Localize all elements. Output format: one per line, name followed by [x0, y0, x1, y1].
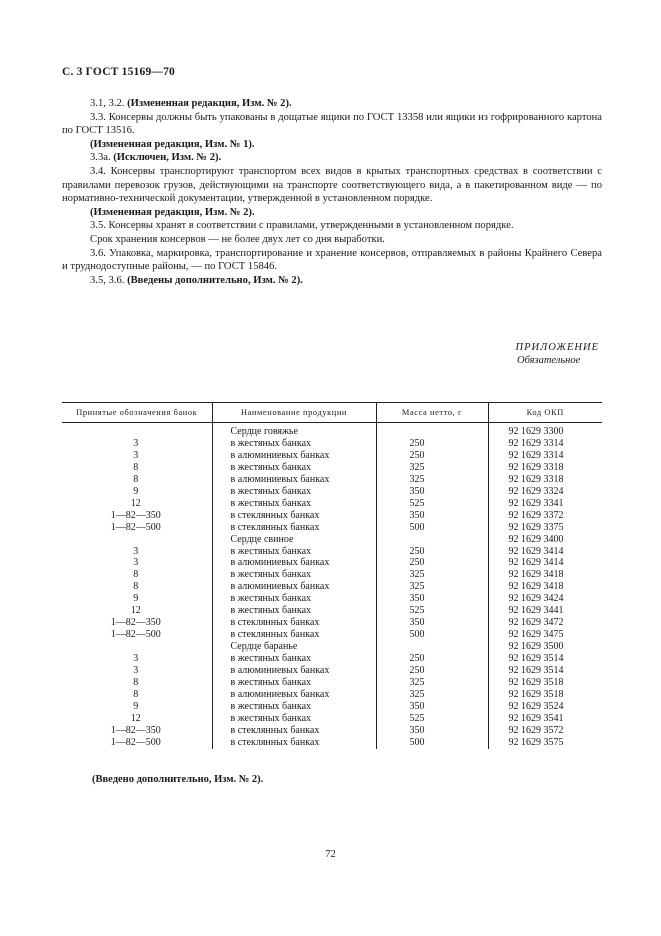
cell-can-designation: 9 [133, 700, 139, 712]
cell-product-name: в жестяных банках [212, 677, 376, 689]
table-header-row [62, 403, 602, 423]
table-row [62, 629, 602, 641]
cell-net-mass: 525 [376, 498, 488, 510]
cell-okp-code: 92 1629 3314 [488, 450, 602, 462]
cell-okp-code: 92 1629 3472 [488, 617, 602, 629]
table-body [62, 423, 602, 749]
cell-can-designation: 12 [130, 605, 141, 617]
cell-okp-code: 92 1629 3418 [488, 569, 602, 581]
cell-net-mass: 500 [376, 522, 488, 534]
cell-okp-code: 92 1629 3318 [488, 474, 602, 486]
cell-can-designation: 1—82—500 [110, 521, 161, 533]
table-row [62, 569, 602, 581]
paragraph-3-3a: 3.3а. (Исключен, Изм. № 2). [90, 152, 222, 164]
cell-can-designation: 8 [133, 688, 139, 700]
cell-can-designation: 8 [133, 677, 139, 689]
cell-product-name: в стеклянных банках [212, 629, 376, 641]
cell-product-name: в стеклянных банках [212, 617, 376, 629]
table-row [62, 689, 602, 701]
cell-product-name: Сердце говяжье [212, 423, 376, 438]
appendix-subtitle: Обязательное [517, 355, 581, 366]
cell-okp-code: 92 1629 3514 [488, 665, 602, 677]
cell-okp-code: 92 1629 3314 [488, 438, 602, 450]
cell-net-mass: 350 [376, 701, 488, 713]
cell-can-designation: 1—82—350 [110, 724, 161, 736]
cell-okp-code: 92 1629 3514 [488, 653, 602, 665]
cell-net-mass: 325 [376, 569, 488, 581]
cell-product-name: в алюминиевых банках [212, 557, 376, 569]
cell-product-name: в алюминиевых банках [212, 665, 376, 677]
cell-product-name: в жестяных банках [212, 713, 376, 725]
cell-net-mass: 525 [376, 713, 488, 725]
paragraph-amendment-1 [62, 138, 602, 152]
table-row [62, 665, 602, 677]
cell-product-name: в жестяных банках [212, 462, 376, 474]
cell-can-designation: 9 [133, 593, 139, 605]
cell-can-designation: 9 [133, 485, 139, 497]
cell-net-mass: 250 [376, 665, 488, 677]
cell-product-name: в стеклянных банках [212, 725, 376, 737]
table-row [62, 486, 602, 498]
cell-product-name: в жестяных банках [212, 605, 376, 617]
paragraph-3-3: 3.3. Консервы должны быть упакованы в дощатые ящики по ГОСТ 13358 или ящики из гофрированного картона по ГОСТ 13516. [62, 111, 602, 137]
table-row [62, 713, 602, 725]
cell-net-mass [376, 423, 488, 438]
cell-net-mass: 500 [376, 629, 488, 641]
cell-can-designation: 3 [133, 545, 139, 557]
cell-can-designation: 3 [133, 449, 139, 461]
cell-okp-code: 92 1629 3300 [488, 423, 602, 438]
cell-okp-code: 92 1629 3424 [488, 593, 602, 605]
cell-can-designation [62, 423, 212, 438]
table-row [62, 725, 602, 737]
table-row [62, 605, 602, 617]
cell-can-designation: 12 [130, 712, 141, 724]
cell-okp-code: 92 1629 3318 [488, 462, 602, 474]
table-row [62, 593, 602, 605]
cell-okp-code: 92 1629 3524 [488, 701, 602, 713]
page-number: 72 [325, 849, 336, 860]
cell-product-name: в алюминиевых банках [212, 581, 376, 593]
cell-can-designation [62, 534, 212, 546]
cell-okp-code: 92 1629 3372 [488, 510, 602, 522]
cell-net-mass: 250 [376, 557, 488, 569]
cell-product-name: в жестяных банках [212, 701, 376, 713]
table-row [62, 617, 602, 629]
cell-net-mass: 525 [376, 605, 488, 617]
cell-product-name: в стеклянных банках [212, 510, 376, 522]
cell-can-designation: 1—82—350 [110, 509, 161, 521]
cell-product-name: в жестяных банках [212, 546, 376, 558]
cell-product-name: в жестяных банках [212, 486, 376, 498]
header-net-mass: Масса нетто, г [376, 403, 488, 423]
cell-okp-code: 92 1629 3575 [488, 737, 602, 749]
cell-okp-code: 92 1629 3518 [488, 677, 602, 689]
cell-okp-code: 92 1629 3572 [488, 725, 602, 737]
table-row [62, 641, 602, 653]
table-row [62, 653, 602, 665]
section-3-text [62, 97, 602, 287]
cell-okp-code: 92 1629 3475 [488, 629, 602, 641]
cell-can-designation: 12 [130, 497, 141, 509]
paragraph-shelf-life: Срок хранения консервов — не более двух лет со дня выработки. [90, 233, 385, 245]
cell-can-designation: 3 [133, 437, 139, 449]
table-row [62, 701, 602, 713]
cell-product-name: в жестяных банках [212, 569, 376, 581]
cell-product-name: в стеклянных банках [212, 737, 376, 749]
cell-can-designation: 8 [133, 473, 139, 485]
cell-net-mass: 350 [376, 617, 488, 629]
footnote: (Введено дополнительно, Изм. № 2). [92, 774, 264, 785]
cell-okp-code: 92 1629 3375 [488, 522, 602, 534]
cell-net-mass: 325 [376, 677, 488, 689]
cell-net-mass: 350 [376, 593, 488, 605]
cell-okp-code: 92 1629 3418 [488, 581, 602, 593]
cell-product-name: в стеклянных банках [212, 522, 376, 534]
cell-okp-code: 92 1629 3400 [488, 534, 602, 546]
paragraph-3-1-3-2: 3.1, 3.2. (Измененная редакция, Изм. № 2). [90, 98, 292, 109]
amendment-note: (Исключен, Изм. № 2). [113, 152, 222, 164]
cell-net-mass: 325 [376, 474, 488, 486]
page-header: С. 3 ГОСТ 15169—70 [62, 66, 175, 78]
cell-net-mass: 250 [376, 438, 488, 450]
paragraph-3-6: 3.6. Упаковка, маркировка, транспортирование и хранение консервов, отправляемых в районы Крайнего Севера и труднодоступные районы, — по ГОСТ 15846. [62, 247, 602, 273]
table-row [62, 677, 602, 689]
cell-net-mass: 325 [376, 581, 488, 593]
header-product-name: Наименование продукции [212, 403, 376, 423]
table-row [62, 474, 602, 486]
appendix-title: ПРИЛОЖЕНИЕ [515, 342, 599, 353]
cell-product-name: в жестяных банках [212, 593, 376, 605]
cell-product-name: в жестяных банках [212, 438, 376, 450]
cell-okp-code: 92 1629 3324 [488, 486, 602, 498]
cell-can-designation: 8 [133, 569, 139, 581]
table-row [62, 510, 602, 522]
cell-product-name: в жестяных банках [212, 498, 376, 510]
cell-product-name: в алюминиевых банках [212, 474, 376, 486]
cell-can-designation: 8 [133, 581, 139, 593]
table-row [62, 546, 602, 558]
cell-can-designation: 1—82—500 [110, 629, 161, 641]
cell-net-mass: 325 [376, 462, 488, 474]
table-row [62, 423, 602, 438]
table-row [62, 498, 602, 510]
table-row [62, 462, 602, 474]
cell-can-designation: 8 [133, 461, 139, 473]
cell-can-designation: 3 [133, 653, 139, 665]
cell-net-mass: 250 [376, 653, 488, 665]
cell-net-mass: 350 [376, 510, 488, 522]
table-row [62, 737, 602, 749]
table-row [62, 534, 602, 546]
cell-okp-code: 92 1629 3541 [488, 713, 602, 725]
cell-okp-code: 92 1629 3341 [488, 498, 602, 510]
cell-okp-code: 92 1629 3414 [488, 546, 602, 558]
paragraph-3-5-3-6: 3.5, 3.6. (Введены дополнительно, Изм. № 2). [90, 274, 303, 286]
table-row [62, 557, 602, 569]
cell-net-mass: 350 [376, 725, 488, 737]
cell-product-name: в алюминиевых банках [212, 450, 376, 462]
cell-product-name: в жестяных банках [212, 653, 376, 665]
amendment-note: (Измененная редакция, Изм. № 2). [127, 98, 292, 109]
cell-net-mass: 350 [376, 486, 488, 498]
table-row [62, 438, 602, 450]
paragraph-3-5: 3.5. Консервы хранят в соответствии с правилами, утвержденными в установленном порядке. [90, 220, 514, 232]
cell-can-designation [62, 641, 212, 653]
cell-product-name: Сердце свиное [212, 534, 376, 546]
amendment-note: (Введены дополнительно, Изм. № 2). [127, 274, 303, 286]
table-row [62, 522, 602, 534]
paragraph-amendment-2 [62, 206, 602, 220]
product-table [62, 402, 602, 749]
cell-net-mass: 250 [376, 546, 488, 558]
cell-okp-code: 92 1629 3500 [488, 641, 602, 653]
cell-okp-code: 92 1629 3518 [488, 689, 602, 701]
cell-net-mass: 325 [376, 689, 488, 701]
cell-net-mass: 500 [376, 737, 488, 749]
amendment-note: (Измененная редакция, Изм. № 2). [90, 206, 255, 218]
amendment-note: (Измененная редакция, Изм. № 1). [90, 138, 255, 150]
cell-product-name: Сердце баранье [212, 641, 376, 653]
cell-net-mass [376, 641, 488, 653]
header-okp-code: Код ОКП [488, 403, 602, 423]
cell-product-name: в алюминиевых банках [212, 689, 376, 701]
cell-can-designation: 1—82—500 [110, 736, 161, 748]
cell-can-designation: 1—82—350 [110, 617, 161, 629]
cell-okp-code: 92 1629 3414 [488, 557, 602, 569]
header-can-designation: Принятые обозначения банок [62, 403, 212, 423]
cell-can-designation: 3 [133, 665, 139, 677]
cell-net-mass [376, 534, 488, 546]
paragraph-3-4: 3.4. Консервы транспортируют транспортом всех видов в крытых транспортных средствах в соответствии с правилами перевозок грузов, действующими на транспорте соответствующего вида, а в пакетированном виде — по нормативно-технической документации, утвержденной в установленном порядке. [62, 165, 602, 205]
cell-net-mass: 250 [376, 450, 488, 462]
table-row [62, 450, 602, 462]
table-row [62, 581, 602, 593]
cell-can-designation: 3 [133, 557, 139, 569]
cell-okp-code: 92 1629 3441 [488, 605, 602, 617]
